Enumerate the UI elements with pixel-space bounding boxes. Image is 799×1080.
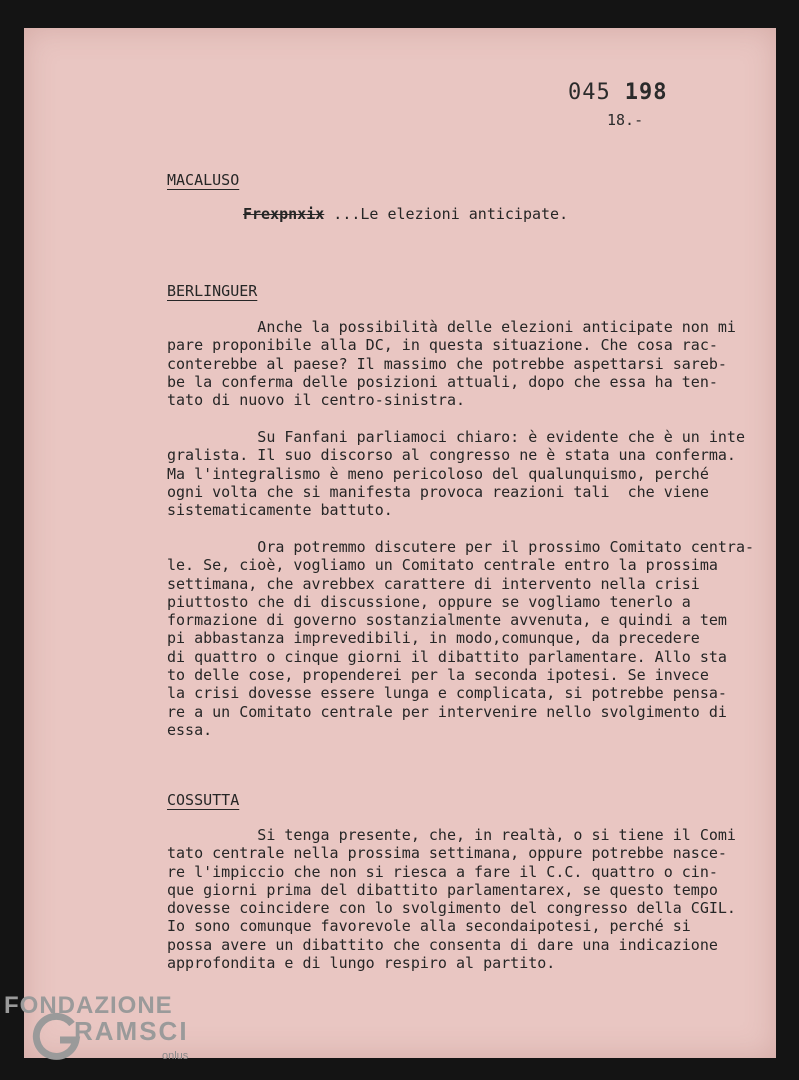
speaker-berlinguer: BERLINGUER [167,282,258,300]
speaker-cossutta: COSSUTTA [167,791,240,809]
berlinguer-paragraph-3: Ora potremmo discutere per il prossimo Comitato centra- le. Se, cioè, vogliamo un Comitato centrale entro la prossima settimana, che avrebbex carattere di intervento nella crisi piuttosto che di discussione, oppure se vogliamo tenerlo a formazione di governo sostanzialmente avvenuta, e quindi a tem pi abbastanza imprevedibili, in modo,comunque, da precedere di quattro o cinque giorni il dibattito parlamentare. Allo sta to delle cose, propenderei per la seconda ipotesi. Se invece la crisi dovesse essere lunga e complicata, si potrebbe pensa- re a un Comitato centrale per intervenire nello svolgimento di essa. [167,538,754,739]
macaluso-text: ...Le elezioni anticipate. [324,205,569,223]
page-number: 18.- [607,111,644,129]
archive-number-1: 045 [568,80,611,105]
cossutta-paragraph-1: Si tenga presente, che, in realtà, o si tiene il Comi tato centrale nella prossima settimana, oppure potrebbe nasce- re l'impiccio che non si riesca a fare il C.C. quattro o cin- que giorni prima del dibattito parlamentarex, se questo tempo dovesse coincidere con lo svolgimento del congresso della CGIL. Io sono comunque favorevole alla secondaipotesi, perché si possa avere un dibattito che consenta di dare una indicazione approfondita e di lungo respiro al partito. [167,826,736,973]
macaluso-line [243,205,568,223]
watermark-onlus: onlus [162,1050,189,1062]
speaker-macaluso: MACALUSO [167,171,240,189]
watermark-gramsci: RAMSCI [74,1016,189,1046]
watermark-fondazione: FONDAZIONE [4,992,173,1019]
struck-out-text: Frexpnxix [243,205,325,223]
berlinguer-paragraph-1: Anche la possibilità delle elezioni anticipate non mi pare proponibile alla DC, in questa situazione. Che cosa rac- conterebbe al paese? Il massimo che potrebbe aspettarsi sareb- be la conferma delle posizioni attuali, dopo che essa ha ten- tato di nuovo il centro-sinistra. [167,318,736,410]
archive-number-2: 198 [624,80,668,105]
archive-number [568,80,668,105]
berlinguer-paragraph-2: Su Fanfani parliamoci chiaro: è evidente che è un inte gralista. Il suo discorso al congresso ne è stata una conferma. Ma l'integralismo è meno pericoloso del qualunquismo, perché ogni volta che si manifesta provoca reazioni tali che viene sistematicamente battuto. [167,428,745,520]
